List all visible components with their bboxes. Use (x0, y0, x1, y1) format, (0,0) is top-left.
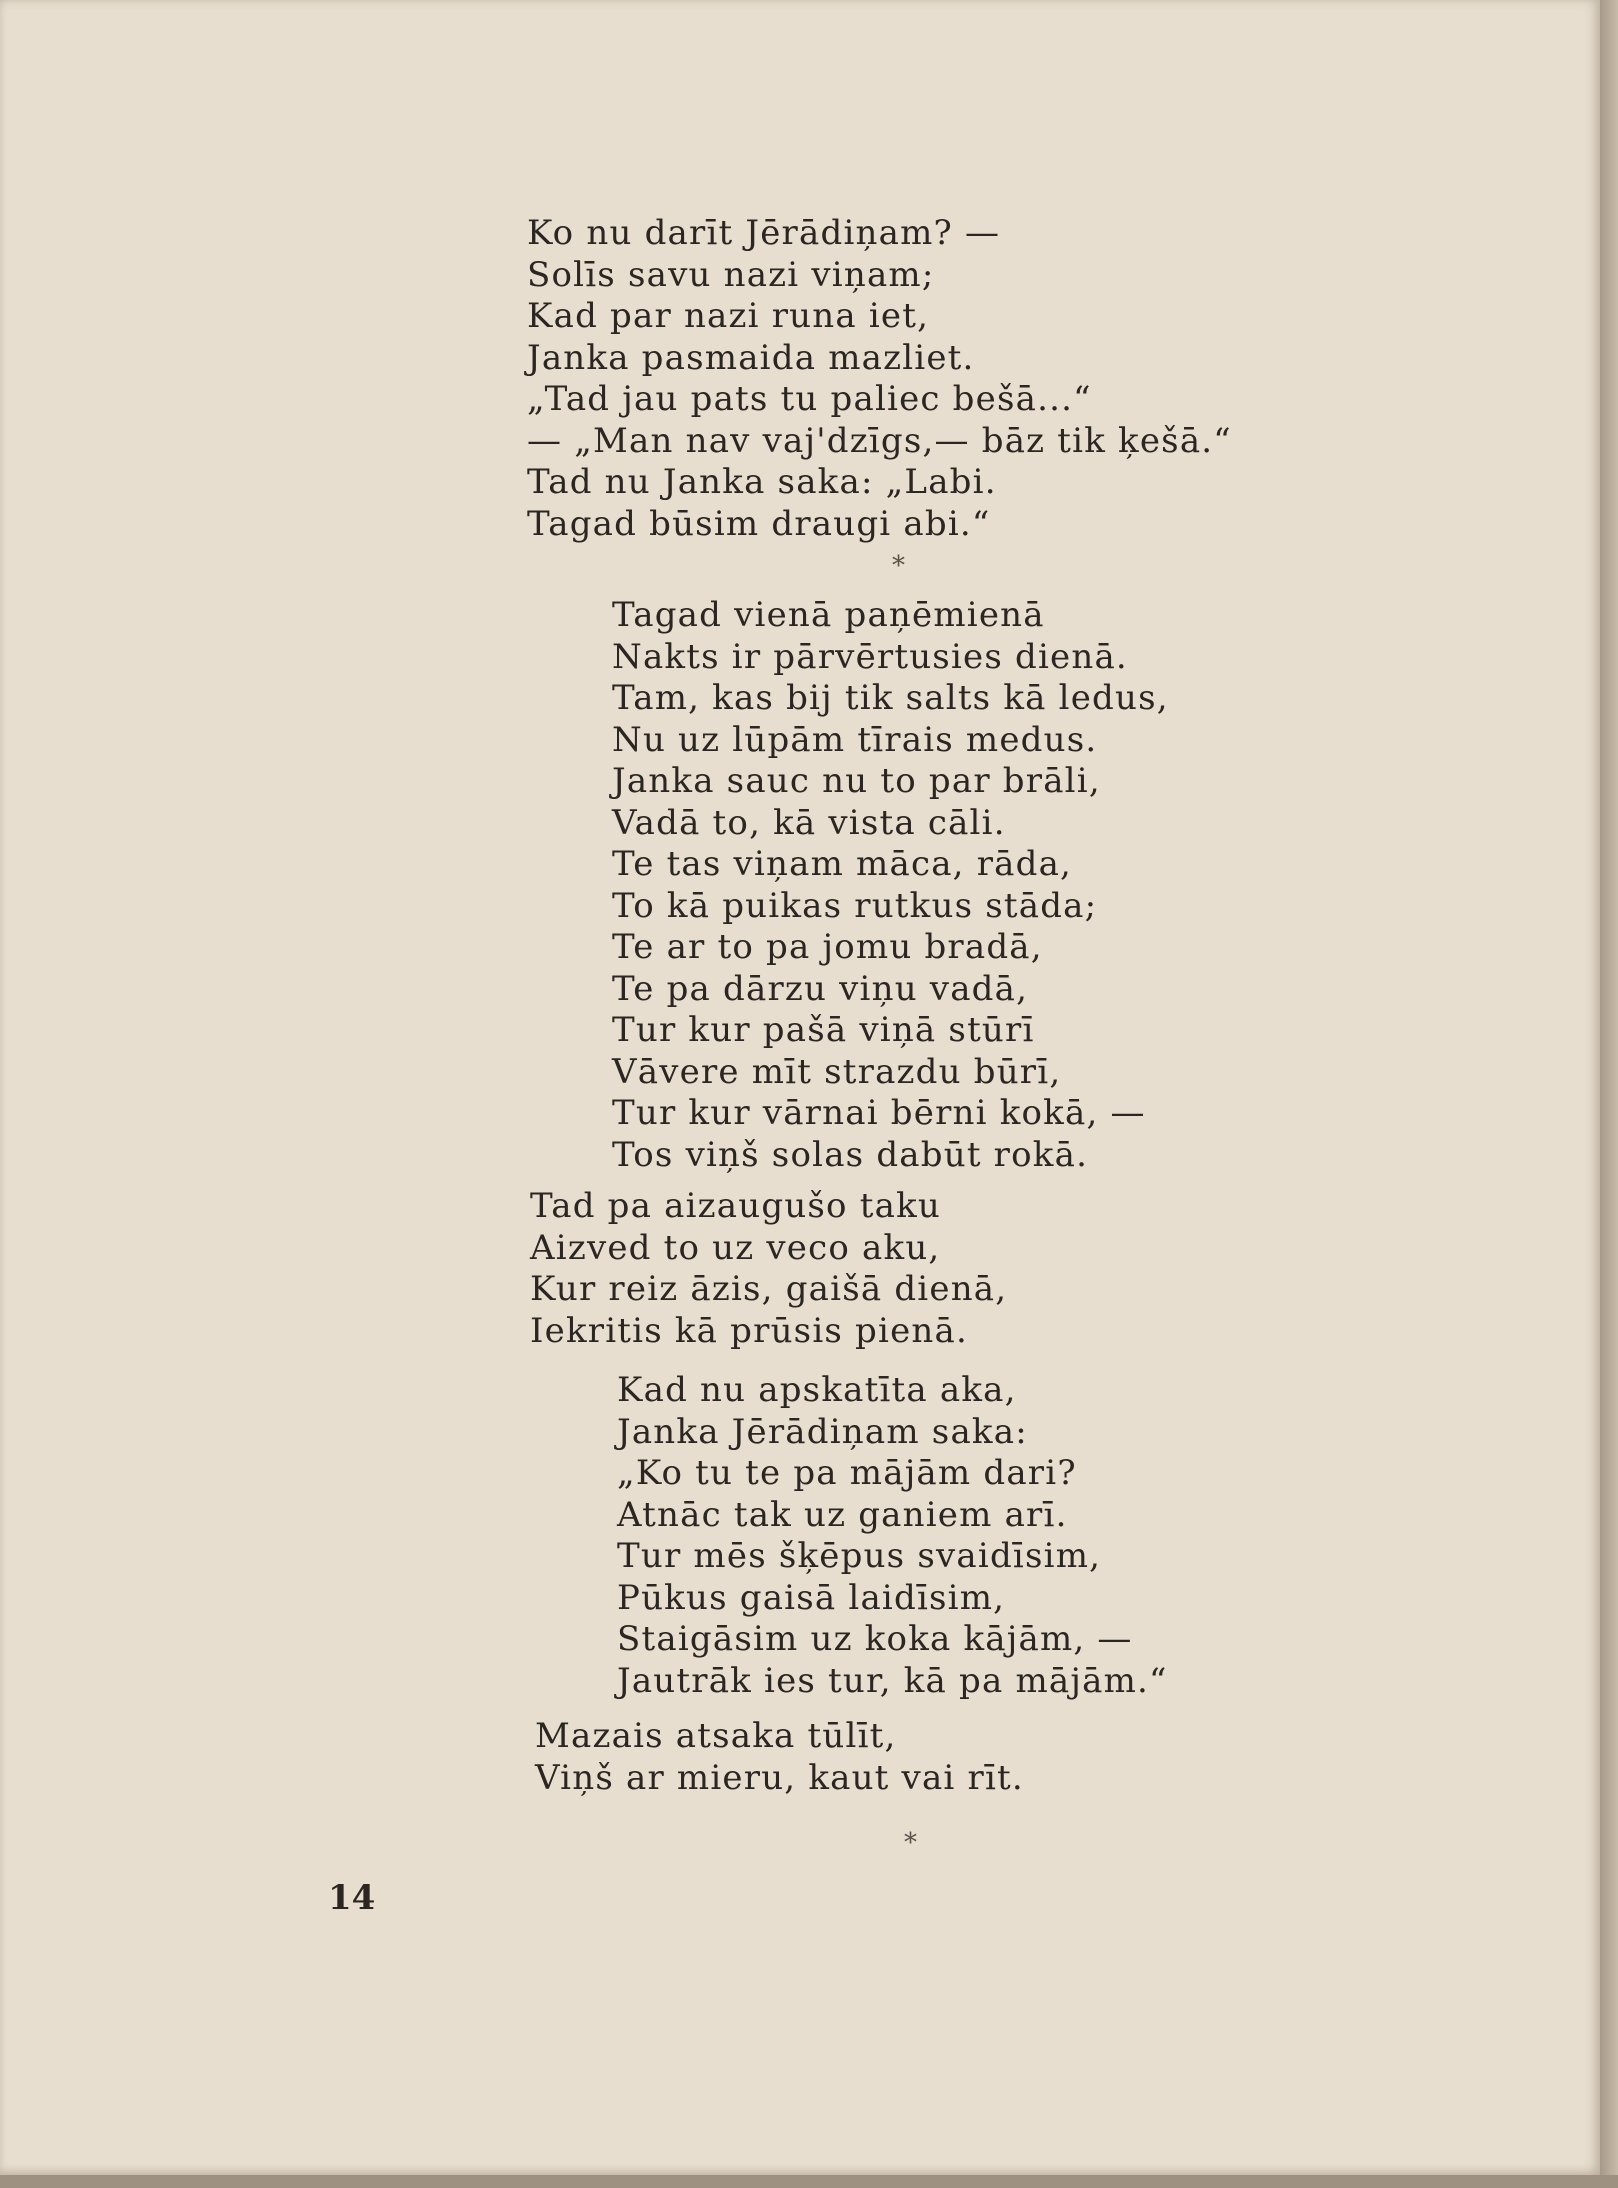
poem-line: To kā puikas rutkus stāda; (612, 885, 1098, 926)
poem-line: Te pa dārzu viņu vadā, (612, 968, 1029, 1009)
stanza-1 (527, 213, 1232, 545)
page-bottom-edge (0, 2175, 1618, 2188)
poem-line: Tur mēs šķēpus svaidīsim, (617, 1536, 1102, 1576)
poem-line: Nu uz lūpām tīrais medus. (612, 719, 1098, 760)
poem-line: Janka pasmaida mazliet. (527, 337, 975, 378)
poem-line: Iekritis kā prūsis pienā. (530, 1310, 968, 1351)
section-separator: * (892, 551, 905, 581)
poem-line: Viņš ar mieru, kaut vai rīt. (535, 1757, 1024, 1798)
poem-line: Solīs savu nazi viņam; (527, 254, 935, 295)
poem-line: Tagad būsim draugi abi.“ (527, 503, 991, 544)
poem-line: Janka sauc nu to par brāli, (612, 761, 1101, 801)
poem-line: Janka Jērādiņam saka: (617, 1411, 1028, 1452)
poem-line: Tagad vienā paņēmienā (612, 595, 1045, 635)
poem-line: „Tad jau pats tu paliec bešā...“ (527, 379, 1092, 419)
stanza-4 (617, 1370, 1168, 1702)
stanza-5 (535, 1716, 1024, 1799)
poem-line: Kad par nazi runa iet, (527, 296, 930, 336)
section-separator: * (904, 1828, 917, 1858)
poem-line: Tos viņš solas dabūt rokā. (612, 1134, 1089, 1175)
poem-line: Te ar to pa jomu bradā, (612, 927, 1043, 967)
stanza-2 (612, 595, 1169, 1176)
page-number: 14 (328, 1878, 376, 1918)
poem-line: „Ko tu te pa mājām dari? (617, 1453, 1077, 1493)
poem-line: Staigāsim uz koka kājām, — (617, 1619, 1133, 1659)
poem-line: — „Man nav vaj'dzīgs,— bāz tik ķešā.“ (527, 420, 1232, 461)
poem-line: Vāvere mīt strazdu būrī, (612, 1051, 1062, 1092)
poem-line: Vadā to, kā vista cāli. (612, 802, 1006, 843)
poem-line: Atnāc tak uz ganiem arī. (617, 1494, 1068, 1535)
poem-line: Tad nu Janka saka: „Labi. (527, 462, 997, 502)
poem-line: Pūkus gaisā laidīsim, (617, 1577, 1006, 1618)
poem-line: Jautrāk ies tur, kā pa mājām.“ (617, 1660, 1168, 1701)
poem-line: Tam, kas bij tik salts kā ledus, (612, 678, 1169, 718)
poem-line: Kad nu apskatīta aka, (617, 1370, 1017, 1410)
poem-line: Aizved to uz veco aku, (530, 1227, 941, 1268)
poem-line: Tur kur vārnai bērni kokā, — (612, 1093, 1146, 1133)
stanza-3 (530, 1186, 1007, 1352)
poem-line: Tad pa aizaugušo taku (530, 1186, 941, 1226)
poem-line: Te tas viņam māca, rāda, (612, 844, 1073, 884)
next-page-edge (1600, 0, 1618, 2188)
poem-line: Kur reiz āzis, gaišā dienā, (530, 1269, 1008, 1309)
poem-line: Tur kur pašā viņā stūrī (612, 1010, 1035, 1050)
poem-line: Ko nu darīt Jērādiņam? — (527, 213, 1001, 253)
poem-line: Mazais atsaka tūlīt, (535, 1716, 897, 1756)
poem-line: Nakts ir pārvērtusies dienā. (612, 636, 1128, 677)
